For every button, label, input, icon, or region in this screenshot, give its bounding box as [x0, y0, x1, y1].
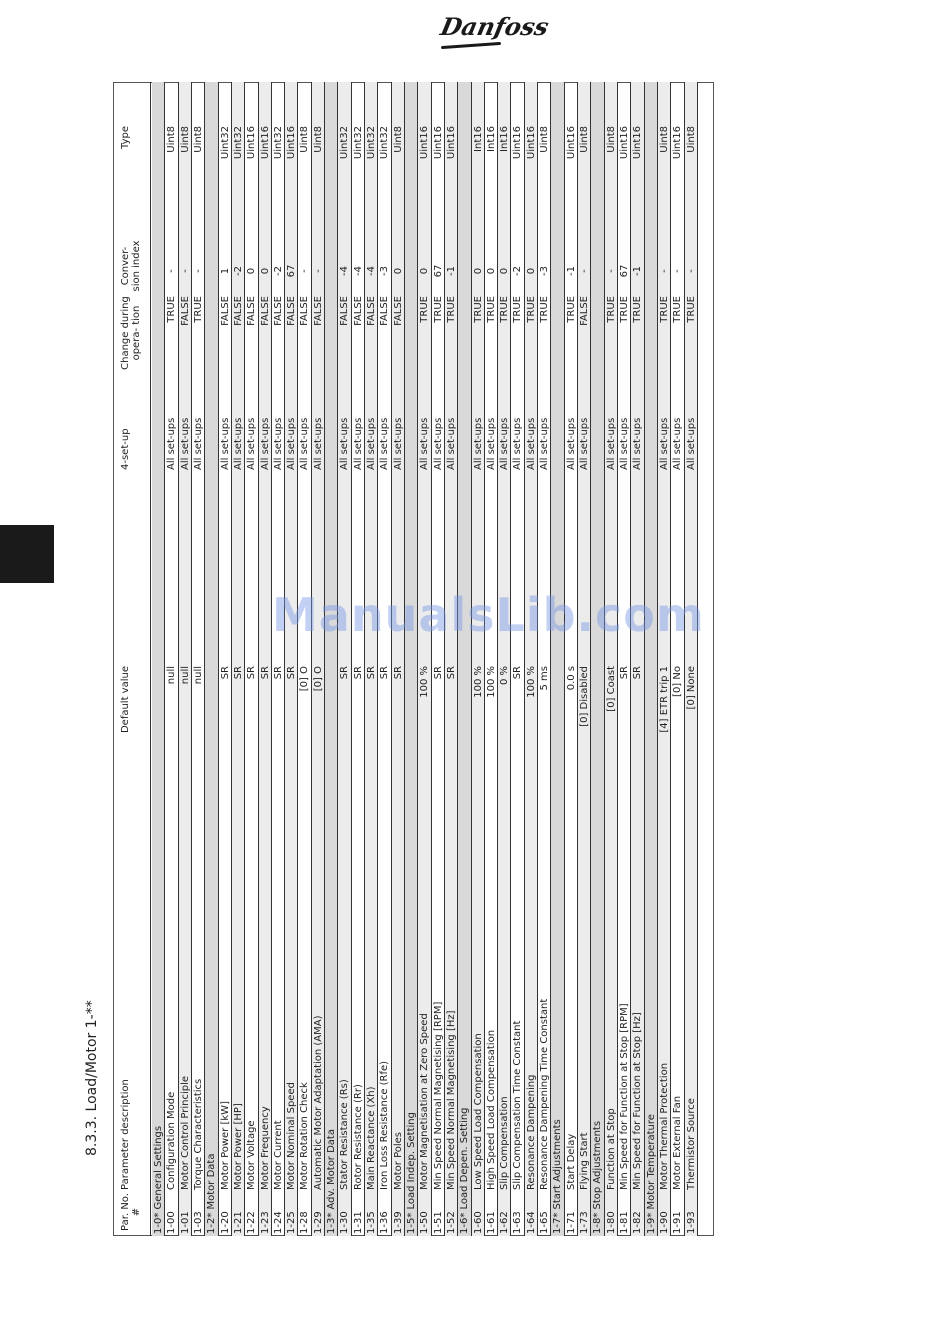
data-type: Uint8: [685, 126, 697, 153]
data-type: Uint32: [366, 126, 377, 160]
par-description: Slip Compensation Time Constant: [512, 1020, 524, 1190]
data-type: Uint16: [286, 126, 298, 160]
par-number: 1-73: [579, 1211, 590, 1234]
par-number: 1-20: [219, 1211, 231, 1234]
data-type: Uint16: [672, 126, 684, 160]
table-row: [392, 82, 405, 1236]
change-during-operation: TRUE: [192, 296, 204, 323]
rotated-table: [84, 82, 714, 1236]
change-during-operation: FALSE: [339, 296, 351, 326]
setup-value: All set-ups: [166, 417, 178, 470]
par-number: 1-29: [312, 1211, 324, 1234]
setup-value: All set-ups: [472, 417, 484, 470]
par-description: Main Reactance (Xh): [366, 1086, 377, 1190]
change-during-operation: TRUE: [539, 296, 551, 323]
setup-value: All set-ups: [392, 417, 404, 470]
table-row: [565, 82, 578, 1236]
conversion-index: -: [658, 269, 670, 273]
setup-value: All set-ups: [579, 417, 590, 470]
par-number: 1-23: [259, 1211, 271, 1234]
setup-value: All set-ups: [432, 417, 444, 470]
table-row: [298, 82, 311, 1236]
change-during-operation: TRUE: [672, 296, 684, 323]
change-during-operation: TRUE: [445, 296, 457, 323]
table-row: [511, 82, 524, 1236]
par-description: Motor Voltage: [246, 1120, 258, 1190]
conversion-index: 67: [432, 264, 444, 278]
data-type: Uint8: [579, 126, 590, 153]
data-type: Int16: [499, 126, 511, 152]
default-value: 0 %: [499, 666, 511, 686]
table-row: [432, 82, 445, 1236]
setup-value: All set-ups: [299, 417, 311, 470]
par-description: Min Speed for Function at Stop [Hz]: [632, 1012, 644, 1190]
group-label: 1-7* Start Adjustments: [552, 1119, 564, 1234]
conversion-index: -: [605, 269, 617, 273]
col-header-default-value: Default value: [120, 666, 131, 734]
data-type: Uint8: [312, 126, 324, 153]
setup-value: All set-ups: [246, 417, 258, 470]
default-value: SR: [445, 666, 457, 680]
data-type: Uint32: [272, 126, 284, 160]
conversion-index: 1: [219, 267, 231, 275]
conversion-index: -1: [565, 266, 577, 276]
data-type: Uint8: [192, 126, 204, 153]
conversion-index: 0: [499, 267, 511, 275]
table-row: [232, 82, 245, 1236]
conversion-index: 0: [525, 267, 537, 275]
change-during-operation: FALSE: [312, 296, 324, 326]
change-during-operation: TRUE: [499, 296, 511, 323]
par-description: Resonance Dampening Time Constant: [539, 998, 551, 1190]
conversion-index: -: [192, 269, 204, 273]
par-description: Slip Compensation: [499, 1096, 511, 1190]
table-group-row: [325, 82, 338, 1236]
data-type: Uint16: [419, 126, 431, 160]
change-during-operation: TRUE: [472, 296, 484, 323]
default-value: 0.0 s: [565, 666, 577, 691]
default-value: 5 ms: [539, 666, 551, 691]
setup-value: All set-ups: [512, 417, 524, 470]
setup-value: All set-ups: [565, 417, 577, 470]
default-value: [0] Disabled: [579, 666, 590, 727]
table-row: [498, 82, 511, 1236]
conversion-index: -: [312, 269, 324, 273]
group-label: 1-2* Motor Data: [206, 1153, 218, 1234]
table-row: [365, 82, 378, 1236]
table-row: [685, 82, 698, 1236]
par-number: 1-64: [525, 1211, 537, 1234]
table-row: [445, 82, 458, 1236]
default-value: null: [192, 666, 204, 685]
table-row: [192, 82, 205, 1236]
data-type: Uint8: [539, 126, 551, 153]
change-during-operation: TRUE: [432, 296, 444, 323]
par-description: Rotor Resistance (Rr): [352, 1084, 364, 1190]
change-during-operation: FALSE: [299, 296, 311, 326]
data-type: Uint16: [259, 126, 271, 160]
change-during-operation: TRUE: [419, 296, 431, 323]
par-number: 1-21: [232, 1211, 244, 1234]
table-row: [631, 82, 644, 1236]
default-value: 100 %: [419, 666, 431, 698]
table-row: [618, 82, 631, 1236]
table-group-row: [405, 82, 418, 1236]
data-type: Uint16: [525, 126, 537, 160]
conversion-index: 0: [246, 267, 258, 275]
brand-logo: Danfoss: [438, 12, 552, 41]
data-type: Uint8: [166, 126, 178, 153]
change-during-operation: FALSE: [272, 296, 284, 326]
default-value: SR: [392, 666, 404, 680]
data-type: Uint16: [565, 126, 577, 160]
par-description: Motor Thermal Protection: [658, 1062, 670, 1190]
par-description: Automatic Motor Adaptation (AMA): [312, 1015, 324, 1190]
data-type: Uint32: [339, 126, 351, 160]
change-during-operation: FALSE: [379, 296, 391, 326]
data-type: Uint32: [219, 126, 231, 160]
table-row: [485, 82, 498, 1236]
conversion-index: -2: [232, 266, 244, 276]
change-during-operation: TRUE: [525, 296, 537, 323]
table-group-row: [591, 82, 604, 1236]
setup-value: All set-ups: [339, 417, 351, 470]
par-number: 1-65: [539, 1211, 551, 1234]
group-label: 1-5* Load Indep. Setting: [405, 1112, 417, 1234]
setup-value: All set-ups: [366, 417, 377, 470]
default-value: null: [166, 666, 178, 685]
default-value: SR: [219, 666, 231, 680]
default-value: SR: [432, 666, 444, 680]
par-number: 1-91: [672, 1211, 684, 1234]
par-description: Iron Loss Resistance (Rfe): [379, 1060, 391, 1190]
conversion-index: -: [672, 269, 684, 273]
col-header-par-no: Par. No. #: [120, 1193, 142, 1231]
table-group-row: [205, 82, 218, 1236]
par-number: 1-81: [618, 1211, 630, 1234]
par-description: Flying Start: [579, 1132, 590, 1190]
setup-value: All set-ups: [179, 417, 191, 470]
table-group-row: [152, 82, 165, 1236]
default-value: SR: [379, 666, 391, 680]
par-description: Motor Control Principle: [179, 1075, 191, 1190]
change-during-operation: FALSE: [246, 296, 258, 326]
par-number: 1-63: [512, 1211, 524, 1234]
par-description: Motor Nominal Speed: [286, 1082, 298, 1190]
default-value: SR: [286, 666, 298, 680]
change-during-operation: TRUE: [658, 296, 670, 323]
par-description: Configuration Mode: [166, 1091, 178, 1190]
conversion-index: -4: [366, 266, 377, 276]
par-number: 1-50: [419, 1211, 431, 1234]
data-type: Uint8: [392, 126, 404, 153]
setup-value: All set-ups: [539, 417, 551, 470]
conversion-index: -4: [339, 266, 351, 276]
setup-value: All set-ups: [605, 417, 617, 470]
par-number: 1-01: [179, 1211, 191, 1234]
par-description: Torque Characteristics: [192, 1078, 204, 1190]
par-description: Motor Magnetisation at Zero Speed: [419, 1013, 431, 1190]
section-title: 8.3.3. Load/Motor 1-**: [84, 1000, 100, 1156]
par-number: 1-31: [352, 1211, 364, 1234]
watermark: ManualsLib.com: [272, 588, 705, 642]
default-value: SR: [246, 666, 258, 680]
table-row: [378, 82, 391, 1236]
par-number: 1-90: [658, 1211, 670, 1234]
setup-value: All set-ups: [312, 417, 324, 470]
setup-value: All set-ups: [445, 417, 457, 470]
group-label: 1-6* Load Depen. Setting: [459, 1107, 471, 1234]
table-row: [418, 82, 431, 1236]
change-during-operation: FALSE: [179, 296, 191, 326]
table-row: [219, 82, 232, 1236]
table-row: [538, 82, 551, 1236]
change-during-operation: FALSE: [352, 296, 364, 326]
data-type: Uint16: [432, 126, 444, 160]
data-type: Uint32: [379, 126, 391, 160]
table-group-row: [645, 82, 658, 1236]
setup-value: All set-ups: [259, 417, 271, 470]
change-during-operation: TRUE: [485, 296, 497, 323]
table-row: [472, 82, 485, 1236]
default-value: SR: [618, 666, 630, 680]
data-type: Uint8: [658, 126, 670, 153]
conversion-index: 67: [286, 264, 298, 278]
par-description: Motor Poles: [392, 1131, 404, 1190]
setup-value: All set-ups: [419, 417, 431, 470]
setup-value: All set-ups: [499, 417, 511, 470]
par-description: Stator Resistance (Rs): [339, 1079, 351, 1190]
setup-value: All set-ups: [618, 417, 630, 470]
header-rule: [150, 82, 151, 1236]
par-description: Min Speed for Function at Stop [RPM]: [618, 1003, 630, 1190]
change-during-operation: TRUE: [565, 296, 577, 323]
par-description: Min Speed Normal Magnetising [Hz]: [445, 1010, 457, 1190]
par-number: 1-93: [685, 1211, 697, 1234]
change-during-operation: TRUE: [512, 296, 524, 323]
par-description: Motor Power [HP]: [232, 1103, 244, 1190]
par-description: Motor Frequency: [259, 1106, 271, 1190]
par-number: 1-35: [366, 1211, 377, 1234]
par-description: Function at Stop: [605, 1108, 617, 1190]
change-during-operation: FALSE: [219, 296, 231, 326]
change-during-operation: TRUE: [618, 296, 630, 323]
default-value: SR: [366, 666, 377, 680]
change-during-operation: FALSE: [579, 296, 590, 326]
conversion-index: -1: [445, 266, 457, 276]
table-body: [152, 82, 698, 1236]
par-number: 1-24: [272, 1211, 284, 1234]
col-header-change: Change during opera- tion: [120, 296, 142, 370]
par-number: 1-00: [166, 1211, 178, 1234]
conversion-index: -: [579, 269, 590, 273]
default-value: [0] No: [672, 666, 684, 697]
table-row: [658, 82, 671, 1236]
col-header-type: Type: [120, 126, 131, 149]
table-row: [578, 82, 591, 1236]
table-row: [179, 82, 192, 1236]
change-during-operation: TRUE: [685, 296, 697, 323]
data-type: Uint16: [618, 126, 630, 160]
data-type: Uint16: [246, 126, 258, 160]
par-number: 1-30: [339, 1211, 351, 1234]
setup-value: All set-ups: [192, 417, 204, 470]
col-header-description: Parameter description: [120, 1079, 131, 1190]
conversion-index: -2: [272, 266, 284, 276]
setup-value: All set-ups: [632, 417, 644, 470]
par-description: Low Speed Load Compensation: [472, 1033, 484, 1190]
default-value: SR: [232, 666, 244, 680]
par-number: 1-25: [286, 1211, 298, 1234]
default-value: [0] O: [312, 666, 324, 692]
par-number: 1-60: [472, 1211, 484, 1234]
col-header-conversion: Conver- sion index: [120, 240, 142, 292]
par-number: 1-51: [432, 1211, 444, 1234]
conversion-index: -4: [352, 266, 364, 276]
data-type: Uint8: [179, 126, 191, 153]
par-description: Motor External Fan: [672, 1095, 684, 1190]
default-value: 100 %: [525, 666, 537, 698]
conversion-index: 0: [472, 267, 484, 275]
conversion-index: -3: [539, 266, 551, 276]
change-during-operation: TRUE: [166, 296, 178, 323]
change-during-operation: FALSE: [366, 296, 377, 326]
setup-value: All set-ups: [658, 417, 670, 470]
group-label: 1-9* Motor Temperature: [645, 1114, 657, 1234]
conversion-index: 0: [259, 267, 271, 275]
table-group-row: [551, 82, 564, 1236]
setup-value: All set-ups: [352, 417, 364, 470]
change-during-operation: FALSE: [232, 296, 244, 326]
chapter-side-tab: [0, 525, 54, 583]
conversion-index: 0: [392, 267, 404, 275]
default-value: SR: [512, 666, 524, 680]
par-description: Start Delay: [565, 1133, 577, 1190]
par-description: Min Speed Normal Magnetising [RPM]: [432, 1001, 444, 1190]
data-type: Uint8: [605, 126, 617, 153]
par-number: 1-28: [299, 1211, 311, 1234]
par-number: 1-80: [605, 1211, 617, 1234]
par-description: High Speed Load Compensation: [485, 1029, 497, 1190]
conversion-index: -2: [512, 266, 524, 276]
table-group-row: [458, 82, 471, 1236]
change-during-operation: FALSE: [392, 296, 404, 326]
parameter-table-frame: [84, 82, 714, 1236]
table-row: [671, 82, 684, 1236]
default-value: SR: [632, 666, 644, 680]
table-row: [312, 82, 325, 1236]
group-label: 1-8* Stop Adjustments: [592, 1120, 604, 1234]
conversion-index: -: [166, 269, 178, 273]
default-value: null: [179, 666, 191, 685]
par-number: 1-36: [379, 1211, 391, 1234]
change-during-operation: FALSE: [259, 296, 271, 326]
table-row: [285, 82, 298, 1236]
conversion-index: 0: [419, 267, 431, 275]
setup-value: All set-ups: [379, 417, 391, 470]
par-number: 1-22: [246, 1211, 258, 1234]
default-value: [0] Coast: [605, 666, 617, 712]
data-type: Uint16: [512, 126, 524, 160]
default-value: 100 %: [472, 666, 484, 698]
table-row: [165, 82, 178, 1236]
table-row: [352, 82, 365, 1236]
par-number: 1-52: [445, 1211, 457, 1234]
table-row: [272, 82, 285, 1236]
default-value: [4] ETR trip 1: [658, 666, 670, 733]
par-number: 1-82: [632, 1211, 644, 1234]
change-during-operation: TRUE: [632, 296, 644, 323]
par-number: 1-62: [499, 1211, 511, 1234]
setup-value: All set-ups: [272, 417, 284, 470]
group-label: 1-3* Adv. Motor Data: [326, 1129, 338, 1234]
conversion-index: -1: [632, 266, 644, 276]
col-header-setup: 4-set-up: [120, 428, 131, 470]
setup-value: All set-ups: [232, 417, 244, 470]
change-during-operation: FALSE: [286, 296, 298, 326]
conversion-index: 67: [618, 264, 630, 278]
conversion-index: -: [685, 269, 697, 273]
data-type: Uint16: [632, 126, 644, 160]
table-row: [259, 82, 272, 1236]
default-value: SR: [259, 666, 271, 680]
setup-value: All set-ups: [485, 417, 497, 470]
setup-value: All set-ups: [286, 417, 298, 470]
par-description: Thermistor Source: [685, 1098, 697, 1190]
table-row: [338, 82, 351, 1236]
group-label: 1-0* General Settings: [153, 1125, 164, 1234]
par-number: 1-39: [392, 1211, 404, 1234]
change-during-operation: TRUE: [605, 296, 617, 323]
table-row: [245, 82, 258, 1236]
data-type: Uint32: [232, 126, 244, 160]
par-number: 1-03: [192, 1211, 204, 1234]
par-description: Resonance Dampening: [525, 1074, 537, 1190]
data-type: Uint8: [299, 126, 311, 153]
setup-value: All set-ups: [685, 417, 697, 470]
default-value: SR: [272, 666, 284, 680]
conversion-index: -3: [379, 266, 391, 276]
par-description: Motor Rotation Check: [299, 1082, 311, 1190]
data-type: Int16: [485, 126, 497, 152]
par-number: 1-61: [485, 1211, 497, 1234]
setup-value: All set-ups: [219, 417, 231, 470]
setup-value: All set-ups: [525, 417, 537, 470]
conversion-index: 0: [485, 267, 497, 275]
setup-value: All set-ups: [672, 417, 684, 470]
default-value: [0] None: [685, 666, 697, 710]
data-type: Uint32: [352, 126, 364, 160]
data-type: Int16: [472, 126, 484, 152]
par-description: Motor Current: [272, 1120, 284, 1190]
default-value: SR: [352, 666, 364, 680]
default-value: 100 %: [485, 666, 497, 698]
default-value: SR: [339, 666, 351, 680]
conversion-index: -: [299, 269, 311, 273]
par-description: Motor Power [kW]: [219, 1101, 231, 1190]
conversion-index: -: [179, 269, 191, 273]
par-number: 1-71: [565, 1211, 577, 1234]
table-row: [525, 82, 538, 1236]
data-type: Uint16: [445, 126, 457, 160]
table-row: [605, 82, 618, 1236]
default-value: [0] O: [299, 666, 311, 692]
